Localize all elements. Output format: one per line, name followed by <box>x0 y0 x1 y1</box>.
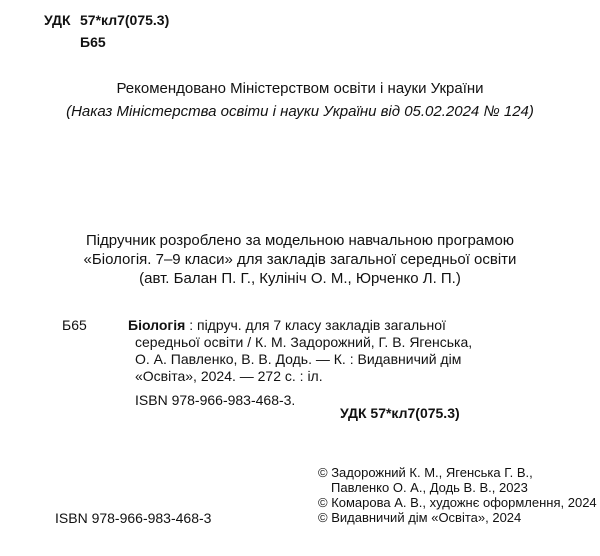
udk-top-label: УДК <box>44 12 71 28</box>
bib-code: Б65 <box>62 317 87 333</box>
copyright-line2: Павленко О. А., Додь В. В., 2023 <box>331 480 528 495</box>
bib-line4: «Освіта», 2024. — 272 с. : іл. <box>135 368 323 384</box>
bib-udk: УДК 57*кл7(075.3) <box>340 405 460 421</box>
udk-top-code: 57*кл7(075.3) <box>80 12 170 28</box>
bbk-top: Б65 <box>80 34 106 50</box>
bib-line3: О. А. Павленко, В. В. Додь. — К. : Видавничий дім <box>135 351 462 367</box>
bib-line2: середньої освіти / К. М. Задорожний, Г. В. Ягенська, <box>135 334 473 350</box>
bib-line1 <box>128 317 446 333</box>
copyright-line3: © Комарова А. В., художнє оформлення, 2024 <box>318 495 597 510</box>
bib-isbn: ISBN 978-966-983-468-3. <box>135 392 296 408</box>
bib-line1-rest: : підруч. для 7 класу закладів загальної <box>185 317 446 333</box>
copyright-line1: © Задорожний К. М., Ягенська Г. В., <box>318 465 533 480</box>
recommendation-line1: Рекомендовано Міністерством освіти і науки України <box>116 80 484 97</box>
copyright-line4: © Видавничий дім «Освіта», 2024 <box>318 510 522 525</box>
isbn-bottom: ISBN 978-966-983-468-3 <box>55 510 212 526</box>
recommendation-line2: (Наказ Міністерства освіти і науки України від 05.02.2024 № 124) <box>66 103 534 120</box>
program-line1: Підручник розроблено за модельною навчальною програмою <box>85 232 515 249</box>
program-line2: «Біологія. 7–9 класи» для закладів загальної середньої освіти <box>83 251 517 268</box>
program-line3: (авт. Балан П. Г., Кулініч О. М., Юрченко Л. П.) <box>139 270 461 287</box>
bib-title: Біологія <box>128 317 186 333</box>
